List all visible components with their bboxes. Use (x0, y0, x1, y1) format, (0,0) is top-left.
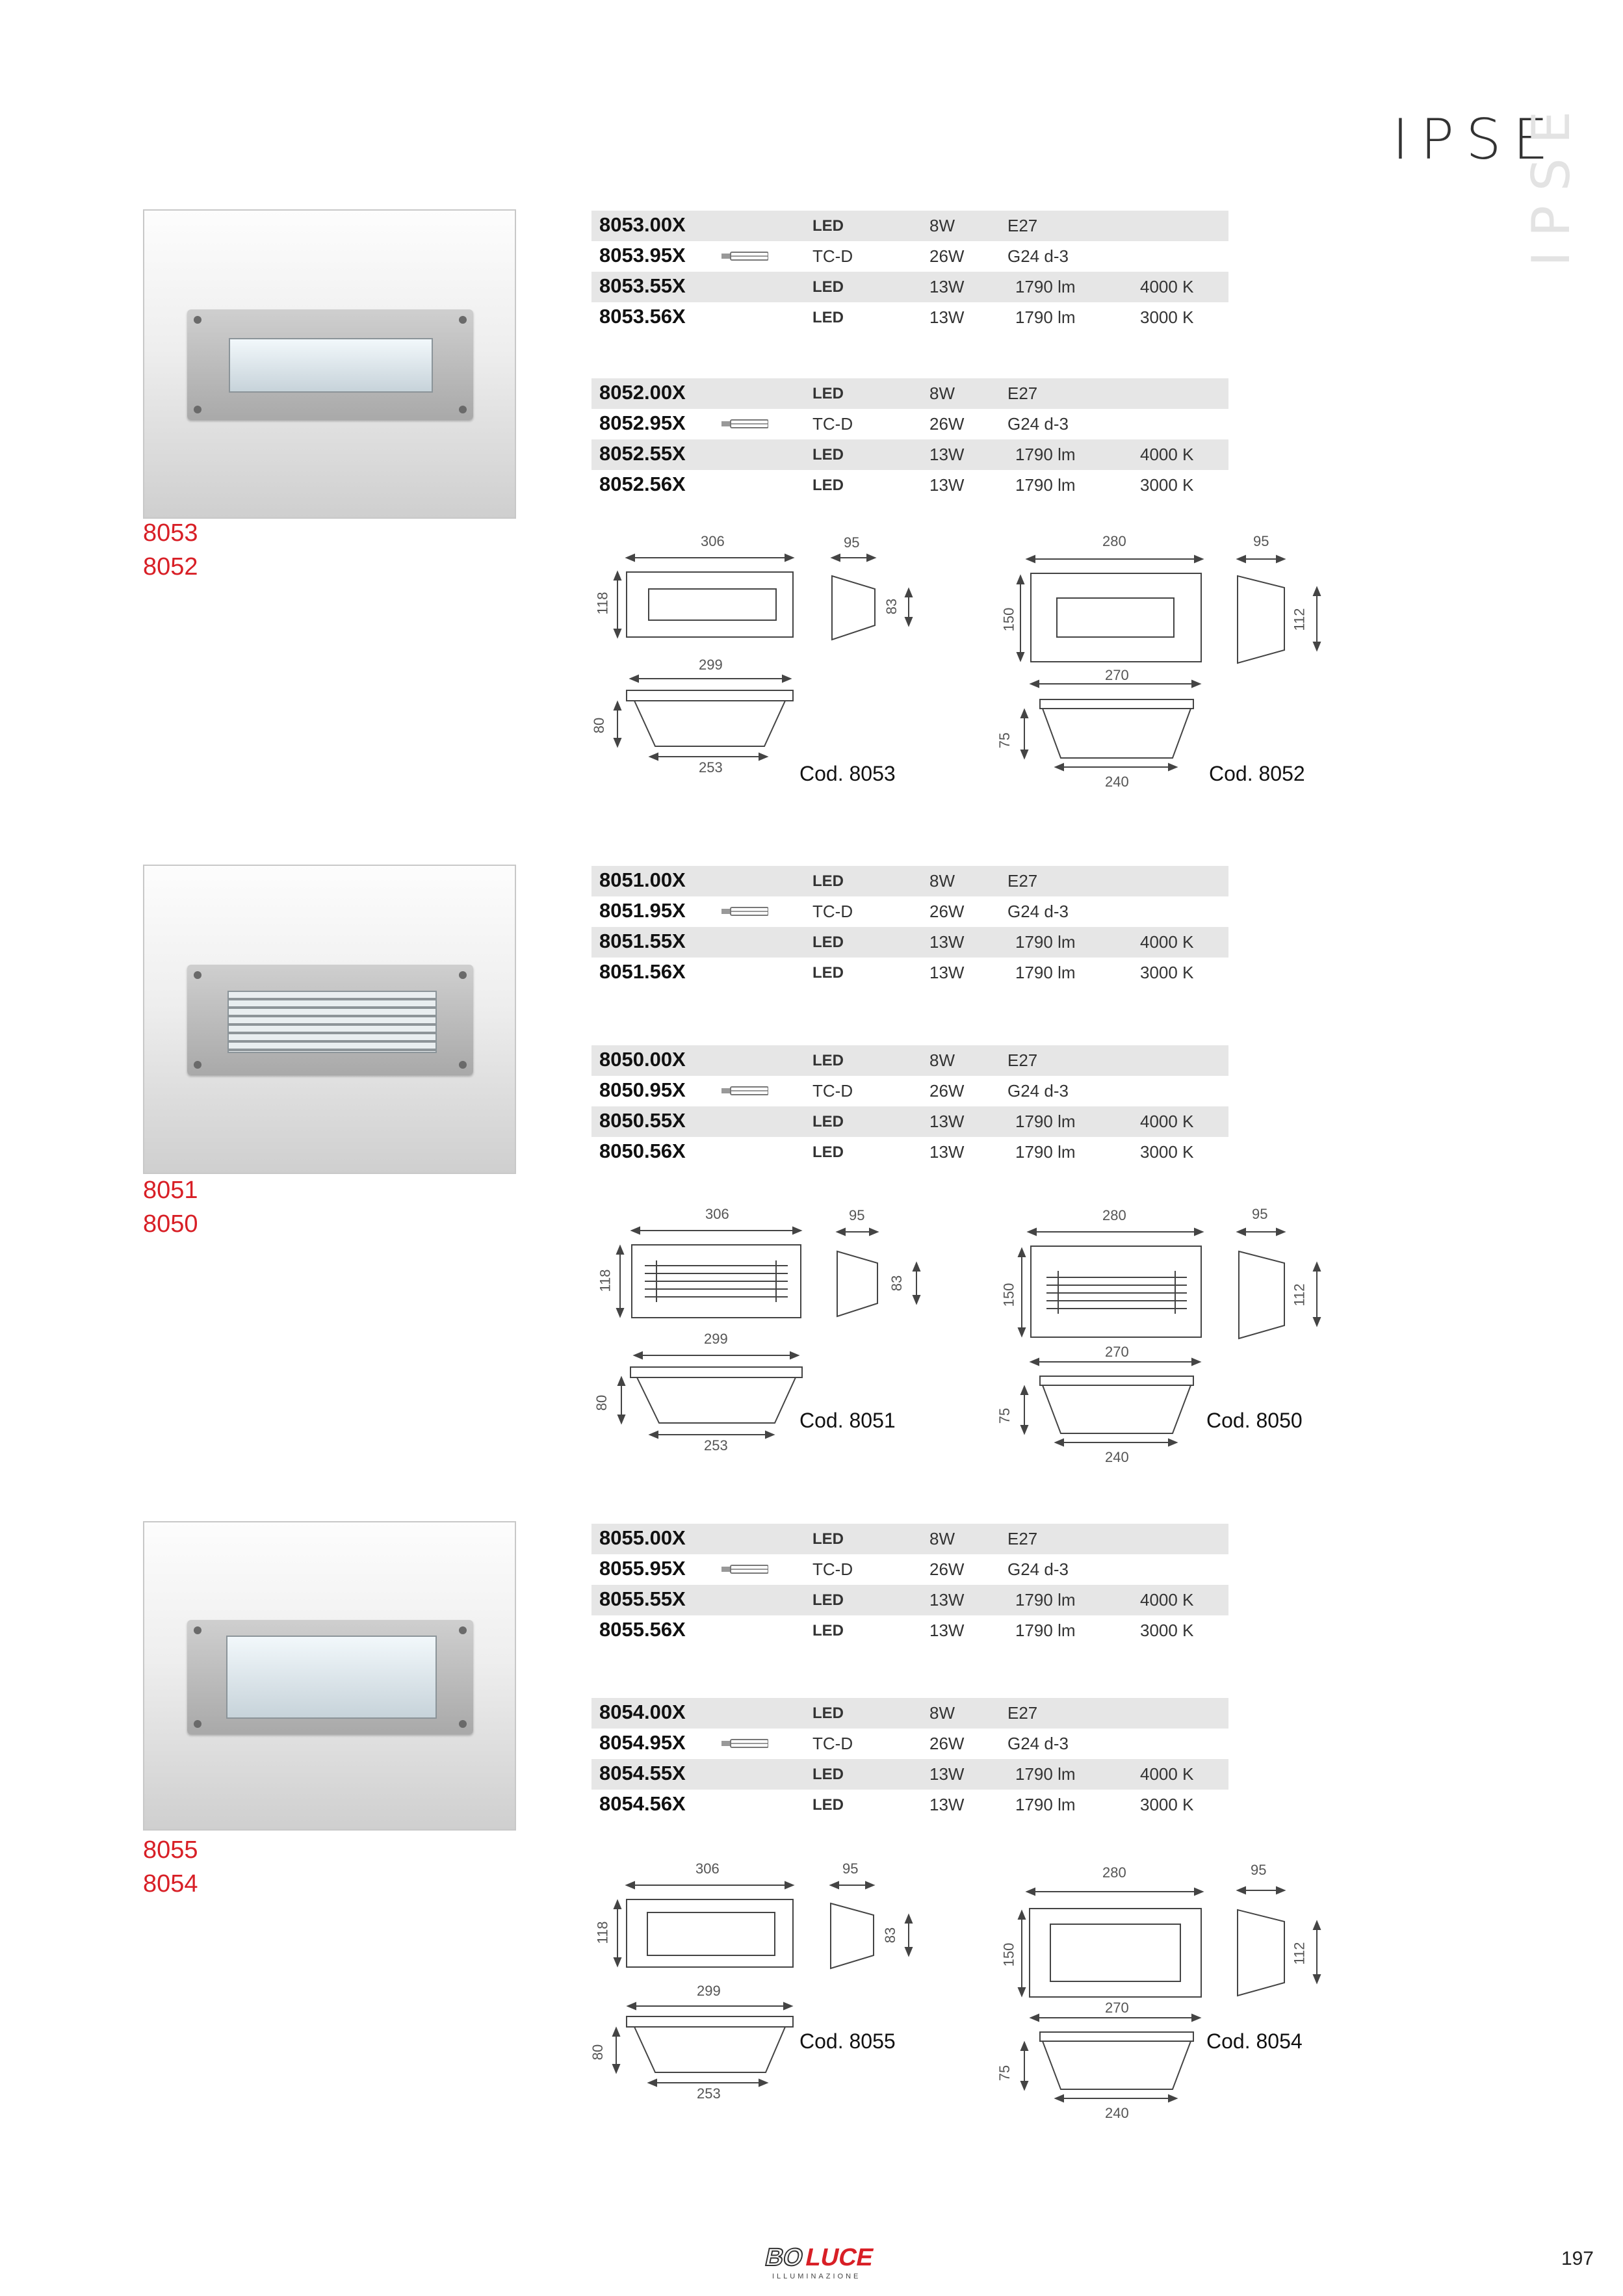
model-codes (143, 1173, 198, 1241)
table-row (591, 1698, 1228, 1729)
model-codes (143, 516, 198, 584)
dimension-label: 75 (996, 1407, 1013, 1424)
table-cell: 8050.00X (599, 1048, 686, 1071)
table-cell: E27 (1007, 216, 1038, 235)
table-cell: 8W (929, 216, 955, 235)
dimension-label: 240 (1105, 774, 1129, 790)
dimension-label: 253 (697, 2085, 721, 2102)
spec-table (591, 1045, 1228, 1168)
table-cell: 13W (929, 277, 965, 296)
table-cell: 13W (929, 1621, 965, 1640)
table-cell: 8053.95X (599, 244, 686, 267)
dimension-label: 270 (1105, 2000, 1129, 2016)
table-cell: 8054.55X (599, 1762, 686, 1784)
table-cell: LED (812, 309, 844, 326)
dimension-label: 150 (1000, 607, 1017, 632)
logo-luce: LUCE (803, 2243, 877, 2271)
table-cell: 1790 lm (1015, 1621, 1076, 1640)
table-cell: TC-D (812, 902, 853, 921)
technical-drawing (585, 1206, 949, 1479)
table-cell: 3000 K (1140, 475, 1194, 495)
table-cell: 1790 lm (1015, 1112, 1076, 1131)
table-cell: LED (812, 1704, 844, 1722)
table-row (591, 378, 1228, 409)
table-cell: 13W (929, 445, 965, 464)
table-cell: 4000 K (1140, 1590, 1194, 1610)
dimension-label: 112 (1291, 1942, 1308, 1965)
product-code-label: Cod. 8052 (1209, 762, 1305, 785)
table-cell: LED (812, 1113, 844, 1130)
table-row (591, 1137, 1228, 1168)
table-cell: LED (812, 1766, 844, 1783)
table-cell: 4000 K (1140, 445, 1194, 464)
table-cell: G24 d-3 (1007, 246, 1069, 266)
table-cell: 8051.56X (599, 960, 686, 983)
table-cell: 8055.00X (599, 1526, 686, 1549)
table-cell: E27 (1007, 1050, 1038, 1070)
table-cell: 8050.56X (599, 1140, 686, 1162)
table-cell: 13W (929, 932, 965, 952)
table-cell: 8054.00X (599, 1701, 686, 1723)
table-cell: 4000 K (1140, 1764, 1194, 1784)
table-cell: 8055.55X (599, 1587, 686, 1610)
technical-drawing (585, 1859, 949, 2132)
table-row (591, 1106, 1228, 1137)
table-cell: 8055.95X (599, 1557, 686, 1580)
dimension-drawing-icon (585, 1206, 949, 1479)
table-row (591, 1759, 1228, 1790)
lamp-tube-icon (721, 419, 768, 428)
table-cell: G24 d-3 (1007, 1559, 1069, 1579)
table-cell: 3000 K (1140, 1795, 1194, 1814)
table-row (591, 1585, 1228, 1615)
table-row (591, 1790, 1228, 1820)
table-cell: TC-D (812, 1081, 853, 1101)
table-cell: E27 (1007, 1703, 1038, 1723)
fixture-image (187, 965, 473, 1075)
table-cell: TC-D (812, 246, 853, 266)
dimension-label: 270 (1105, 1344, 1129, 1360)
table-cell: 8W (929, 384, 955, 403)
dimension-label: 95 (844, 534, 860, 551)
spec-table (591, 1524, 1228, 1646)
dimension-label: 112 (1291, 608, 1308, 631)
table-cell: LED (812, 217, 844, 235)
table-cell: LED (812, 1052, 844, 1069)
technical-drawing (988, 1206, 1352, 1479)
model-code: 8050 (143, 1210, 198, 1238)
dimension-label: 240 (1105, 1449, 1129, 1465)
table-cell: 8054.56X (599, 1792, 686, 1815)
lamp-tube-icon (721, 1565, 768, 1574)
table-cell: 26W (929, 1081, 965, 1101)
table-cell: 26W (929, 414, 965, 434)
dimension-label: 253 (699, 759, 723, 776)
table-cell: 26W (929, 902, 965, 921)
dimension-label: 83 (883, 598, 900, 615)
dimension-label: 83 (882, 1927, 899, 1944)
dimension-label: 150 (1000, 1283, 1017, 1307)
product-photo (143, 865, 516, 1174)
table-cell: 8051.95X (599, 899, 686, 922)
table-cell: G24 d-3 (1007, 902, 1069, 921)
table-cell: 8052.95X (599, 411, 686, 434)
table-cell: TC-D (812, 1734, 853, 1753)
lamp-tube-icon (721, 252, 768, 261)
dimension-label: 150 (1000, 1942, 1017, 1967)
product-code-label: Cod. 8054 (1206, 2029, 1303, 2053)
table-row (591, 302, 1228, 333)
dimension-label: 80 (591, 717, 608, 734)
dimension-label: 95 (849, 1207, 865, 1223)
fixture-image (187, 309, 473, 420)
table-cell: LED (812, 872, 844, 890)
table-cell: 13W (929, 1112, 965, 1131)
table-cell: E27 (1007, 871, 1038, 891)
model-code: 8055 (143, 1836, 198, 1864)
table-cell: 8052.00X (599, 381, 686, 404)
dimension-drawing-icon (585, 1859, 949, 2132)
dimension-label: 75 (996, 732, 1013, 749)
dimension-label: 280 (1102, 1207, 1126, 1223)
logo-sub: ILLUMINAZIONE (772, 2273, 861, 2280)
spec-table (591, 866, 1228, 988)
table-cell: 4000 K (1140, 277, 1194, 296)
model-code: 8051 (143, 1177, 198, 1204)
logo-icon (754, 2239, 877, 2285)
dimension-label: 95 (1251, 1862, 1267, 1878)
table-cell: 8050.55X (599, 1109, 686, 1132)
table-cell: LED (812, 1591, 844, 1609)
table-cell: 1790 lm (1015, 277, 1076, 296)
table-row (591, 1076, 1228, 1106)
table-cell: LED (812, 446, 844, 463)
table-cell: 13W (929, 307, 965, 327)
table-cell: LED (812, 1530, 844, 1548)
table-row (591, 958, 1228, 988)
table-cell: G24 d-3 (1007, 414, 1069, 434)
table-row (591, 1554, 1228, 1585)
fixture-image (187, 1620, 473, 1734)
dimension-label: 280 (1102, 1864, 1126, 1881)
table-cell: LED (812, 1622, 844, 1639)
table-cell: 4000 K (1140, 932, 1194, 952)
table-cell: 13W (929, 1795, 965, 1814)
dimension-label: 95 (1253, 533, 1269, 549)
dimension-label: 280 (1102, 533, 1126, 549)
table-cell: 8053.55X (599, 274, 686, 297)
table-cell: 1790 lm (1015, 932, 1076, 952)
table-cell: 8052.56X (599, 473, 686, 495)
boluce-logo (754, 2239, 877, 2285)
product-code-label: Cod. 8050 (1206, 1409, 1303, 1432)
table-row (591, 272, 1228, 302)
table-cell: 26W (929, 246, 965, 266)
dimension-label: 118 (594, 1921, 611, 1944)
table-cell: 8050.95X (599, 1078, 686, 1101)
table-row (591, 1615, 1228, 1646)
dimension-label: 306 (705, 1206, 729, 1222)
lamp-tube-icon (721, 1086, 768, 1095)
table-cell: 8W (929, 1050, 955, 1070)
dimension-label: 83 (889, 1275, 905, 1292)
model-code: 8052 (143, 553, 198, 581)
table-cell: 1790 lm (1015, 1795, 1076, 1814)
table-cell: 4000 K (1140, 1112, 1194, 1131)
table-cell: 8053.56X (599, 305, 686, 328)
table-cell: TC-D (812, 414, 853, 434)
table-cell: 26W (929, 1734, 965, 1753)
table-cell: 13W (929, 1590, 965, 1610)
table-cell: 13W (929, 1142, 965, 1162)
table-row (591, 409, 1228, 439)
table-cell: 13W (929, 475, 965, 495)
table-row (591, 1045, 1228, 1076)
table-cell: 8052.55X (599, 442, 686, 465)
product-photo (143, 1521, 516, 1831)
table-cell: 1790 lm (1015, 445, 1076, 464)
dimension-label: 270 (1105, 667, 1129, 683)
table-cell: 13W (929, 963, 965, 982)
dimension-label: 240 (1105, 2105, 1129, 2121)
table-cell: 3000 K (1140, 1142, 1194, 1162)
table-cell: 8055.56X (599, 1618, 686, 1641)
table-cell: 1790 lm (1015, 307, 1076, 327)
dimension-label: 95 (1252, 1206, 1268, 1222)
table-cell: 3000 K (1140, 307, 1194, 327)
product-code-label: Cod. 8051 (799, 1409, 896, 1432)
table-cell: 1790 lm (1015, 1764, 1076, 1784)
table-cell: E27 (1007, 1529, 1038, 1548)
dimension-label: 299 (704, 1331, 728, 1347)
table-cell: 1790 lm (1015, 1142, 1076, 1162)
logo-bo: BO (762, 2243, 806, 2271)
table-cell: 8W (929, 1529, 955, 1548)
table-cell: 8051.55X (599, 930, 686, 952)
table-cell: 3000 K (1140, 1621, 1194, 1640)
table-cell: 26W (929, 1559, 965, 1579)
table-cell: LED (812, 1796, 844, 1814)
table-cell: 8054.95X (599, 1731, 686, 1754)
dimension-drawing-icon (988, 1859, 1352, 2132)
table-row (591, 241, 1228, 272)
spec-table (591, 1698, 1228, 1820)
dimension-label: 112 (1291, 1283, 1308, 1307)
technical-drawing (585, 533, 949, 806)
table-row (591, 1524, 1228, 1554)
spec-table (591, 378, 1228, 501)
table-row (591, 1729, 1228, 1759)
dimension-label: 253 (704, 1437, 728, 1454)
table-cell: 8053.00X (599, 213, 686, 236)
vertical-watermark-title: IPSE (1521, 96, 1581, 267)
table-cell: 1790 lm (1015, 475, 1076, 495)
technical-drawing (988, 533, 1352, 806)
table-row (591, 896, 1228, 927)
dimension-label: 306 (695, 1860, 720, 1877)
table-cell: 3000 K (1140, 963, 1194, 982)
dimension-label: 95 (842, 1860, 859, 1877)
dimension-label: 118 (597, 1269, 614, 1292)
table-cell: 1790 lm (1015, 1590, 1076, 1610)
table-cell: 13W (929, 1764, 965, 1784)
table-cell: 8W (929, 1703, 955, 1723)
table-row (591, 470, 1228, 501)
product-code-label: Cod. 8053 (799, 762, 896, 785)
dimension-label: 299 (699, 657, 723, 673)
table-cell: G24 d-3 (1007, 1081, 1069, 1101)
lamp-tube-icon (721, 1739, 768, 1748)
model-code: 8054 (143, 1870, 198, 1898)
technical-drawing (988, 1859, 1352, 2132)
table-cell: E27 (1007, 384, 1038, 403)
dimension-label: 75 (996, 2065, 1013, 2081)
table-cell: G24 d-3 (1007, 1734, 1069, 1753)
model-code: 8053 (143, 519, 198, 547)
dimension-label: 299 (697, 1983, 721, 1999)
product-photo (143, 209, 516, 519)
table-cell: 1790 lm (1015, 963, 1076, 982)
spec-table (591, 211, 1228, 333)
table-cell: 8051.00X (599, 868, 686, 891)
table-row (591, 439, 1228, 470)
table-cell: LED (812, 385, 844, 402)
table-cell: LED (812, 1143, 844, 1161)
table-cell: LED (812, 964, 844, 982)
table-row (591, 866, 1228, 896)
dimension-drawing-icon (988, 1206, 1352, 1479)
page-title: IPSE (1392, 107, 1560, 172)
table-cell: LED (812, 278, 844, 296)
dimension-label: 118 (594, 592, 611, 615)
product-code-label: Cod. 8055 (799, 2029, 896, 2053)
table-row (591, 211, 1228, 241)
table-cell: LED (812, 933, 844, 951)
page-number: 197 (1561, 2248, 1594, 2269)
dimension-label: 306 (701, 533, 725, 549)
table-cell: LED (812, 476, 844, 494)
table-cell: TC-D (812, 1559, 853, 1579)
dimension-label: 80 (590, 2044, 606, 2061)
dimension-label: 80 (593, 1394, 610, 1411)
table-row (591, 927, 1228, 958)
table-cell: 8W (929, 871, 955, 891)
lamp-tube-icon (721, 907, 768, 916)
model-codes (143, 1833, 198, 1901)
